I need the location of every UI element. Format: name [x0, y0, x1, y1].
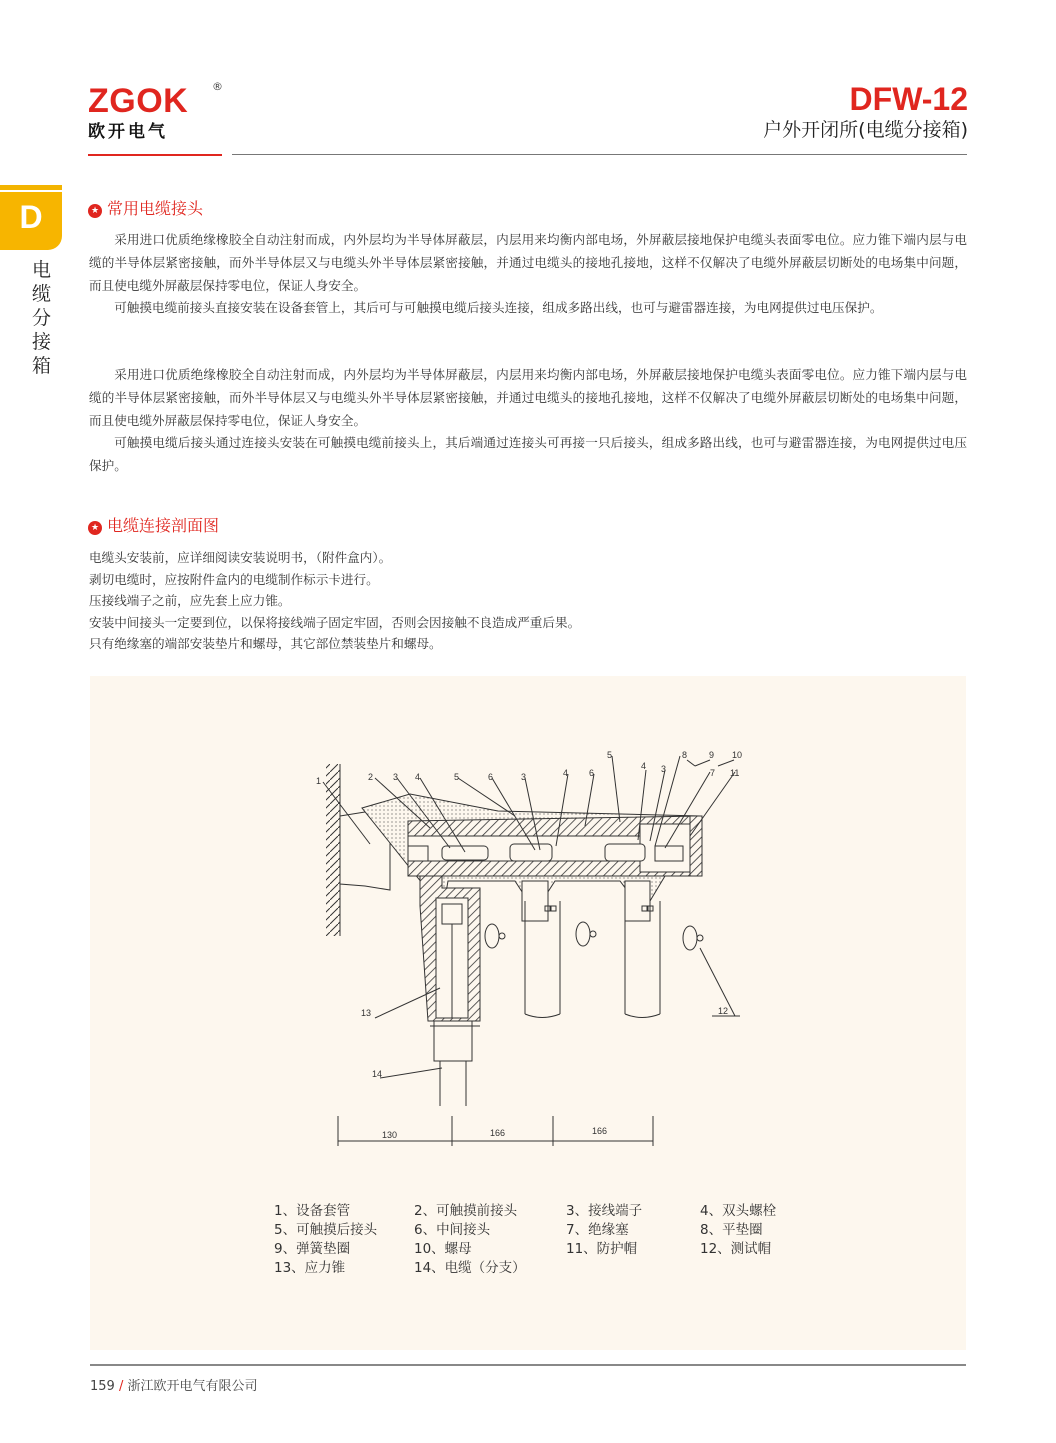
paragraph: 可触摸电缆后接头通过连接头安装在可触摸电缆前接头上，其后端通过连接头可再接一只后接头，组成多路出线，也可与避雷器连接，为电网提供过电压保护。 [89, 435, 967, 474]
note-line: 剥切电缆时，应按附件盒内的电缆制作标示卡进行。 [89, 571, 379, 587]
page-number: 159 [90, 1379, 115, 1394]
chapter-label [32, 258, 56, 378]
cable-connection-drawing [90, 676, 966, 1350]
callout-label: 5 [607, 750, 613, 760]
callout-label: 4 [641, 761, 647, 771]
header-divider [232, 154, 967, 155]
callout-label: 1 [316, 776, 322, 786]
callout-label: 6 [488, 772, 494, 782]
dimension-label: 166 [490, 1128, 506, 1138]
callout-label: 10 [732, 750, 743, 760]
callout-label: 2 [368, 772, 374, 782]
chapter-tab: D [0, 192, 62, 250]
star-bullet-icon: ★ [88, 521, 102, 535]
callout-label: 3 [393, 772, 399, 782]
legend-item: 10、螺母 [414, 1241, 472, 1257]
callout-label: 4 [563, 768, 569, 778]
company-name: 浙江欧开电气有限公司 [127, 1379, 258, 1394]
callout-label: 3 [521, 772, 527, 782]
legend-item: 3、接线端子 [566, 1203, 643, 1219]
legend-item: 6、中间接头 [414, 1222, 491, 1238]
cross-section-figure [90, 676, 966, 1350]
paragraph: 采用进口优质绝缘橡胶全自动注射而成，内外层均为半导体屏蔽层，内层用来均衡内部电场，外屏蔽层接地保护电缆头表面零电位。应力锥下端内层与电缆的半导体层紧密接触，而外半导体层又与电缆头外半导体层紧密接触，并通过电缆头的接地孔接地，这样不仅解决了电缆外屏蔽层切断处的电场集中问题，而且使电缆外屏蔽层保持零电位，保证人身安全。 [89, 367, 967, 428]
section1-text-block-a [89, 229, 967, 320]
logo-subtext: 欧开电气 [88, 122, 168, 142]
section-title-cross-section [88, 516, 219, 536]
legend-item: 1、设备套管 [274, 1203, 351, 1219]
header-accent-line [88, 154, 222, 156]
installation-notes [89, 547, 580, 655]
callout-label: 9 [709, 750, 715, 760]
footer-separator: / [118, 1379, 124, 1394]
product-subtitle: 户外开闭所(电缆分接箱) [763, 119, 968, 141]
paragraph: 可触摸电缆前接头直接安装在设备套管上，其后可与可触摸电缆后接头连接，组成多路出线，也可与避雷器连接，为电网提供过电压保护。 [114, 300, 883, 316]
star-bullet-icon: ★ [88, 204, 102, 218]
callout-label: 14 [372, 1069, 383, 1079]
legend-item: 2、可触摸前接头 [414, 1203, 518, 1219]
chapter-char: 缆 [32, 283, 52, 305]
note-line: 压接线端子之前，应先套上应力锥。 [89, 593, 291, 608]
legend-item: 11、防护帽 [566, 1241, 638, 1257]
callout-label: 11 [730, 768, 740, 778]
chapter-char: 接 [32, 331, 52, 353]
chapter-char: 电 [32, 259, 52, 281]
section-title-cable-joints [88, 199, 203, 219]
logo-text: ZGOK [88, 82, 189, 120]
callout-label: 12 [718, 1006, 729, 1016]
legend-item: 4、双头螺栓 [700, 1203, 777, 1219]
chapter-char: 分 [32, 307, 52, 329]
registered-mark: ® [212, 80, 223, 93]
dimension-label: 130 [382, 1130, 398, 1140]
section1-text-block-b [89, 364, 967, 478]
paragraph: 采用进口优质绝缘橡胶全自动注射而成，内外层均为半导体屏蔽层，内层用来均衡内部电场，外屏蔽层接地保护电缆头表面零电位。应力锥下端内层与电缆的半导体层紧密接触，而外半导体层又与电缆头外半导体层紧密接触，并通过电缆头的接地孔接地，这样不仅解决了电缆外屏蔽层切断处的电场集中问题，而且使电缆外屏蔽层保持零电位，保证人身安全。 [89, 232, 967, 293]
legend-item: 9、弹簧垫圈 [274, 1241, 351, 1257]
legend-item: 13、应力锥 [274, 1260, 346, 1276]
side-tab-bar [0, 185, 62, 190]
legend-item: 7、绝缘塞 [566, 1222, 629, 1238]
legend-item: 8、平垫圈 [700, 1222, 763, 1238]
callout-label: 5 [454, 772, 460, 782]
legend-item: 5、可触摸后接头 [274, 1222, 378, 1238]
note-line: 电缆头安装前，应详细阅读安装说明书，（附件盒内）。 [89, 550, 392, 565]
note-line: 安装中间接头一定要到位，以保将接线端子固定牢固，否则会因接触不良造成严重后果。 [89, 614, 581, 630]
chapter-char: 箱 [32, 355, 52, 377]
callout-label: 3 [661, 764, 667, 774]
legend-item: 12、测试帽 [700, 1241, 772, 1257]
callout-label: 13 [361, 1008, 372, 1018]
callout-label: 6 [589, 768, 595, 778]
section-title-text: 常用电缆接头 [107, 199, 204, 218]
callout-label: 7 [710, 768, 716, 778]
legend-item: 14、电缆（分支） [414, 1260, 526, 1276]
product-model: DFW-12 [849, 81, 968, 117]
company-logo [88, 80, 228, 144]
callout-label: 4 [415, 772, 421, 782]
page-footer [90, 1375, 258, 1394]
section-title-text: 电缆连接剖面图 [107, 516, 220, 535]
callout-label: 8 [682, 750, 688, 760]
note-line: 只有绝缘塞的端部安装垫片和螺母，其它部位禁装垫片和螺母。 [89, 636, 442, 651]
footer-divider [90, 1364, 966, 1366]
dimension-label: 166 [592, 1126, 608, 1136]
